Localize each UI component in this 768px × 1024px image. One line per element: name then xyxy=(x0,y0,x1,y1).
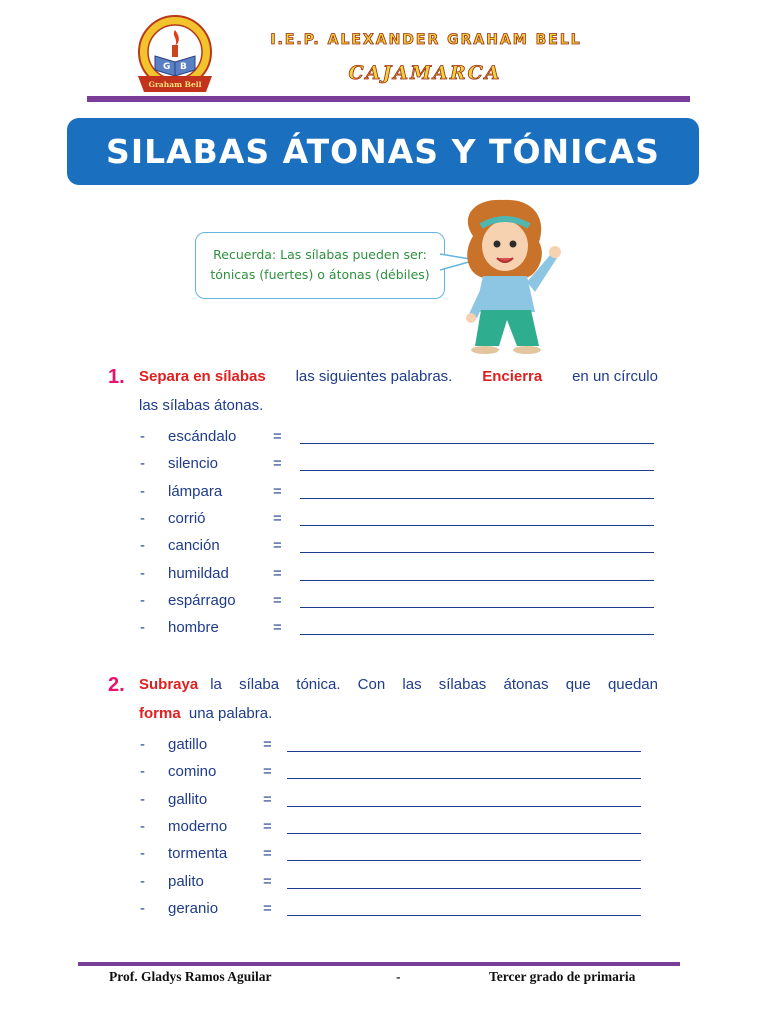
page-title: SILABAS ÁTONAS Y TÓNICAS xyxy=(106,132,660,171)
equals-sign: = xyxy=(263,817,272,835)
answer-blank-line[interactable] xyxy=(300,634,654,635)
answer-blank-line[interactable] xyxy=(287,860,641,861)
instruction-line-2: las sílabas átonas. xyxy=(139,397,264,414)
footer-author: Prof. Gladys Ramos Aguilar xyxy=(109,969,272,984)
header-divider xyxy=(87,96,690,102)
word-item: escándalo xyxy=(168,428,237,445)
instruction-keyword-encierra: Encierra xyxy=(482,368,543,385)
word-row xyxy=(0,845,768,865)
instruction-line-2 xyxy=(139,705,658,722)
instruction-text: las siguientes palabras. xyxy=(295,368,453,385)
word-row xyxy=(0,565,768,585)
word-row xyxy=(0,818,768,838)
exercise-1-number: 1. xyxy=(108,366,125,388)
logo-ribbon-text: Graham Bell xyxy=(148,80,202,89)
speech-bubble xyxy=(195,232,445,299)
title-banner xyxy=(67,118,699,185)
footer-divider xyxy=(78,962,680,966)
list-dash: - xyxy=(140,790,145,808)
answer-blank-line[interactable] xyxy=(287,806,641,807)
answer-blank-line[interactable] xyxy=(300,580,654,581)
logo-initial-left: G xyxy=(163,62,171,72)
equals-sign: = xyxy=(273,509,282,527)
list-dash: - xyxy=(140,537,145,555)
answer-blank-line[interactable] xyxy=(287,888,641,889)
logo-initial-right: B xyxy=(180,62,187,72)
exercise-2-number: 2. xyxy=(108,674,125,696)
word-item: silencio xyxy=(168,455,219,473)
word-row xyxy=(0,483,768,503)
equals-sign: = xyxy=(263,736,272,753)
word-item: hombre xyxy=(168,619,219,637)
word-item: moderno xyxy=(168,817,228,835)
word-row xyxy=(0,791,768,811)
girl-illustration xyxy=(455,196,570,354)
list-dash: - xyxy=(140,591,145,609)
list-dash: - xyxy=(140,736,145,753)
word-row xyxy=(0,763,768,783)
word-item: comino xyxy=(168,763,217,781)
instruction-text: la sílaba tónica. Con las sílabas átonas que quedan xyxy=(210,676,658,693)
list-dash: - xyxy=(140,619,145,637)
list-dash: - xyxy=(140,564,145,582)
word-item: corrió xyxy=(168,509,206,527)
equals-sign: = xyxy=(263,899,272,917)
instruction-keyword-subraya: Subraya xyxy=(139,676,199,693)
equals-sign: = xyxy=(273,564,282,582)
instruction-text: en un círculo xyxy=(572,368,658,385)
word-row xyxy=(0,455,768,475)
list-dash: - xyxy=(140,817,145,835)
answer-blank-line[interactable] xyxy=(300,443,654,444)
equals-sign: = xyxy=(273,455,282,473)
word-row xyxy=(0,619,768,639)
equals-sign: = xyxy=(273,428,282,445)
equals-sign: = xyxy=(263,845,272,863)
answer-blank-line[interactable] xyxy=(287,751,641,752)
word-item: lámpara xyxy=(168,482,223,500)
exercise-1-instructions xyxy=(139,368,658,414)
word-item: geranio xyxy=(168,899,219,917)
answer-blank-line[interactable] xyxy=(287,915,641,916)
list-dash: - xyxy=(140,899,145,917)
word-row xyxy=(0,537,768,557)
word-row xyxy=(0,873,768,893)
equals-sign: = xyxy=(273,537,282,555)
word-item: espárrago xyxy=(168,591,236,609)
word-item: canción xyxy=(168,537,220,555)
word-row xyxy=(0,900,768,920)
word-row xyxy=(0,510,768,530)
list-dash: - xyxy=(140,455,145,473)
list-dash: - xyxy=(140,845,145,863)
answer-blank-line[interactable] xyxy=(287,778,641,779)
answer-blank-line[interactable] xyxy=(300,498,654,499)
footer-grade: Tercer grado de primaria xyxy=(489,969,636,984)
instruction-keyword-separa: Separa en sílabas xyxy=(139,368,266,385)
equals-sign: = xyxy=(273,619,282,637)
answer-blank-line[interactable] xyxy=(287,833,641,834)
word-item: tormenta xyxy=(168,845,228,863)
equals-sign: = xyxy=(263,790,272,808)
list-dash: - xyxy=(140,872,145,890)
list-dash: - xyxy=(140,428,145,445)
word-item: humildad xyxy=(168,564,229,582)
bubble-line-1: Recuerda: Las sílabas pueden ser: xyxy=(213,247,427,262)
word-row xyxy=(0,428,768,448)
exercise-2-instructions xyxy=(139,676,658,722)
list-dash: - xyxy=(140,482,145,500)
equals-sign: = xyxy=(263,763,272,781)
list-dash: - xyxy=(140,763,145,781)
list-dash: - xyxy=(140,509,145,527)
instruction-text: una palabra. xyxy=(188,705,273,722)
word-item: palito xyxy=(168,872,204,890)
footer-separator: - xyxy=(396,969,401,984)
answer-blank-line[interactable] xyxy=(300,525,654,526)
bubble-line-2: tónicas (fuertes) o átonas (débiles) xyxy=(210,267,430,282)
answer-blank-line[interactable] xyxy=(300,470,654,471)
word-item: gatillo xyxy=(168,736,208,753)
instruction-keyword-forma: forma xyxy=(139,705,181,722)
school-city: CAJAMARCA xyxy=(348,62,502,84)
school-logo xyxy=(130,12,220,98)
answer-blank-line[interactable] xyxy=(300,607,654,608)
equals-sign: = xyxy=(273,591,282,609)
word-row xyxy=(0,592,768,612)
school-name: I.E.P. ALEXANDER GRAHAM BELL xyxy=(270,32,582,48)
equals-sign: = xyxy=(263,872,272,890)
equals-sign: = xyxy=(273,482,282,500)
word-row xyxy=(0,736,768,756)
answer-blank-line[interactable] xyxy=(300,552,654,553)
word-item: gallito xyxy=(168,790,208,808)
